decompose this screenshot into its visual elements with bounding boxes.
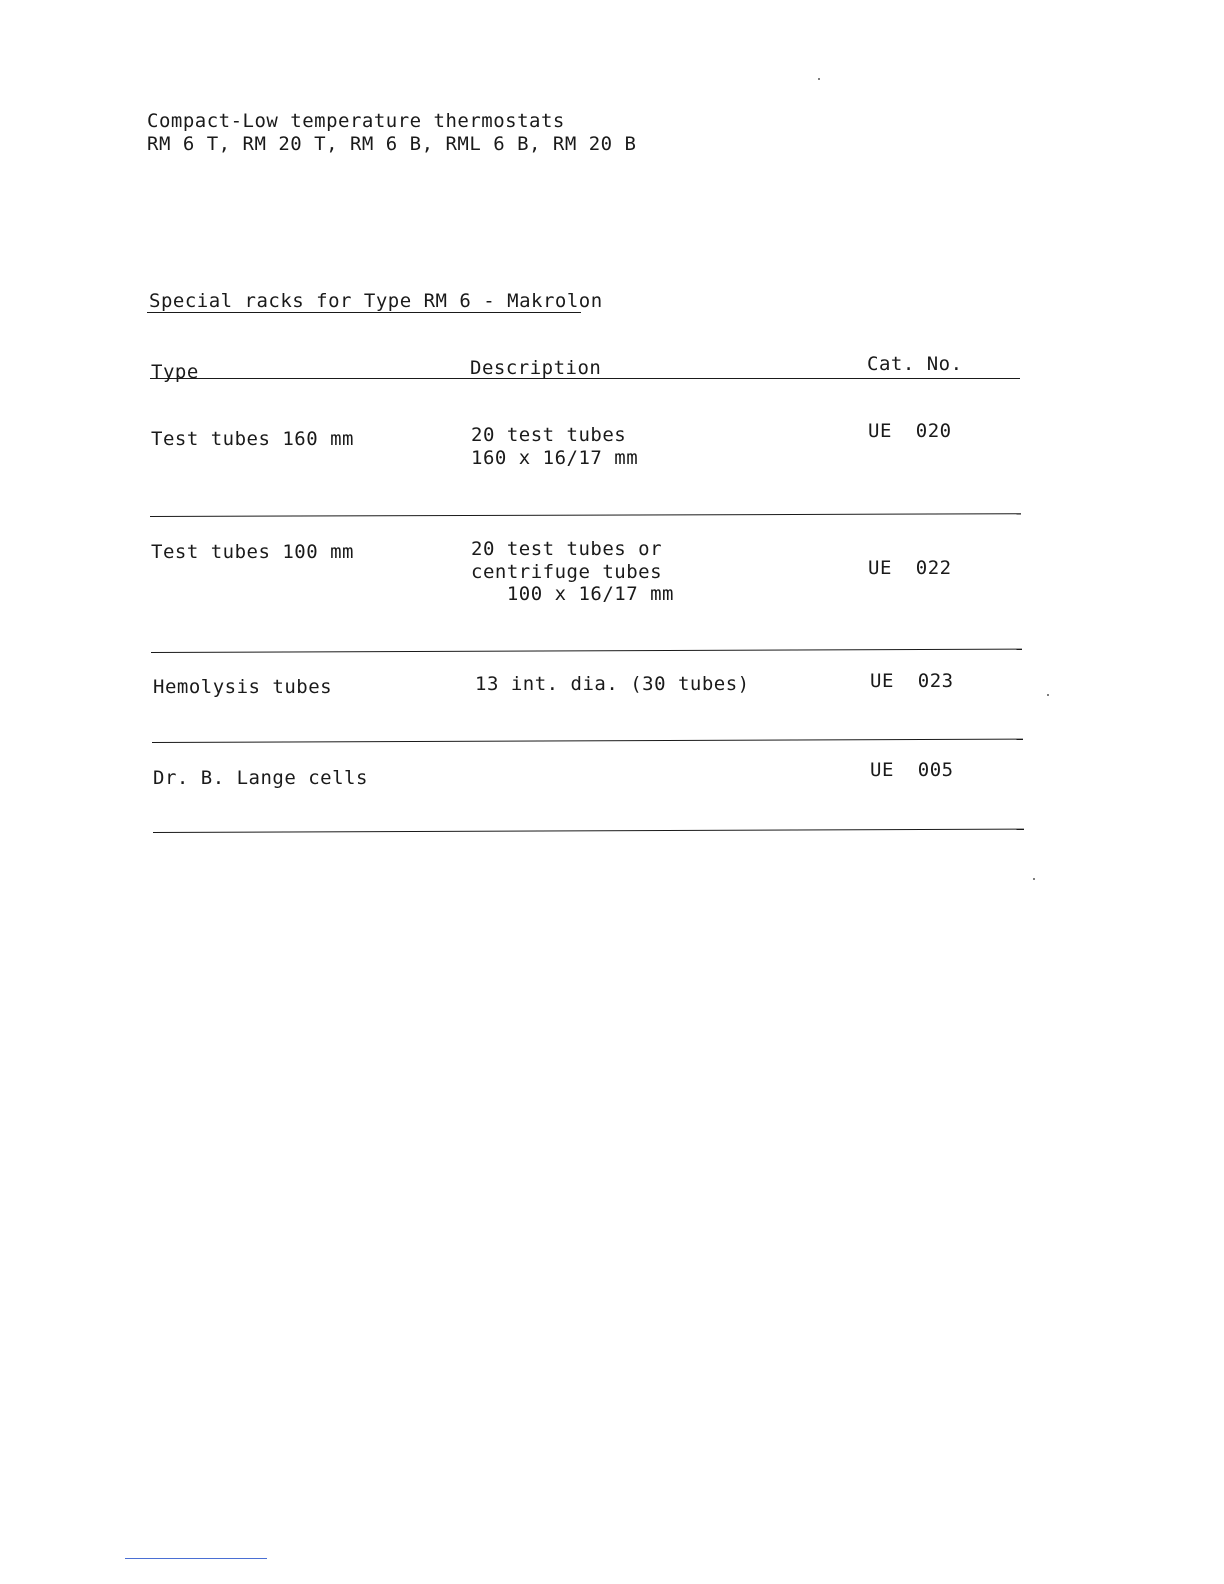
column-header-description: Description [470,357,602,379]
column-header-cat-no: Cat. No. [867,353,963,375]
section-title: Special racks for Type RM 6 - Makrolon [149,290,603,312]
row-rule [153,829,1024,833]
document-title: Compact-Low temperature thermostats [147,110,565,132]
row-description-line: 100 x 16/17 mm [471,583,674,605]
row-type: Hemolysis tubes [153,676,333,698]
row-cat-no: UE 005 [870,759,954,781]
scan-speck [1047,694,1049,696]
row-cat-no: UE 020 [868,420,952,442]
row-description-line: 13 int. dia. (30 tubes) [475,673,750,695]
row-description-line: 20 test tubes [471,424,627,446]
row-description-line: 20 test tubes or [471,538,663,560]
row-type: Dr. B. Lange cells [153,767,368,789]
row-rule [151,649,1022,653]
scan-speck [1033,878,1035,880]
section-title-underline [147,312,581,313]
row-rule [152,739,1023,743]
row-cat-no: UE 023 [870,670,954,692]
row-description-line: 160 x 16/17 mm [471,447,639,469]
scan-speck [818,78,820,80]
row-cat-no: UE 022 [868,557,952,579]
model-list: RM 6 T, RM 20 T, RM 6 B, RML 6 B, RM 20 B [147,133,637,155]
column-header-type: Type [151,361,199,383]
row-description-line: centrifuge tubes [471,561,663,583]
header-rule [150,378,1020,379]
row-rule [150,513,1021,517]
row-type: Test tubes 160 mm [151,428,354,450]
row-type: Test tubes 100 mm [151,541,354,563]
footer-line [125,1558,267,1559]
